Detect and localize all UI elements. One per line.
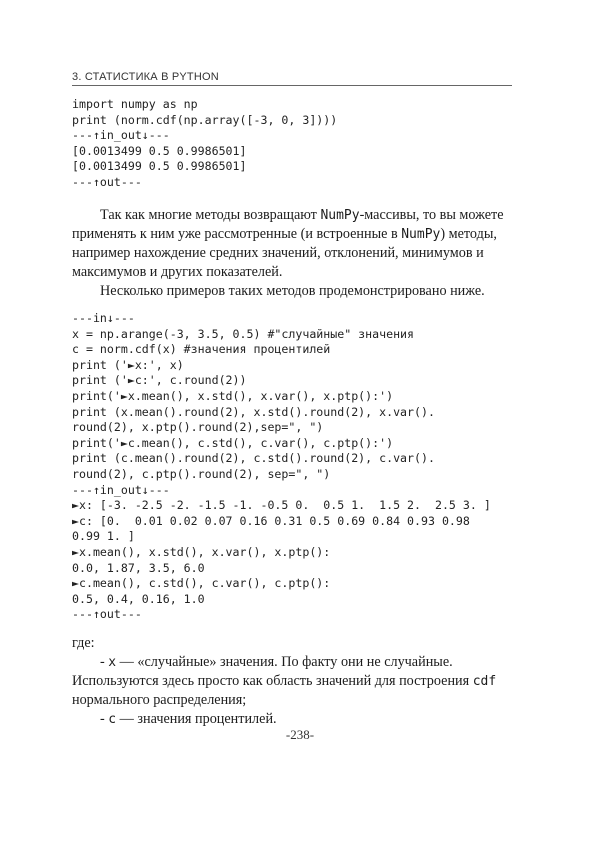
inline-code: NumPy <box>401 227 441 242</box>
code-line: print ('►c:', c.round(2)) <box>72 373 247 388</box>
code-line: print('►x.mean(), x.std(), x.var(), x.ptp():') <box>72 388 394 403</box>
where-label: где: <box>72 635 95 651</box>
code-line: 0.99 1. ] <box>72 529 135 544</box>
inline-code: NumPy <box>320 208 360 223</box>
code-line: ►x: [-3. -2.5 -2. -1.5 -1. -0.5 0. 0.5 1. 1.5 2. 2.5 3. ] <box>72 498 491 513</box>
header-rule <box>72 85 512 86</box>
code-line: c = norm.cdf(x) #значения процентилей <box>72 342 331 357</box>
code-line: print('►c.mean(), c.std(), c.var(), c.ptp():') <box>72 435 394 450</box>
code-line: round(2), x.ptp().round(2),sep=", ") <box>72 420 324 435</box>
code-line: [0.0013499 0.5 0.9986501] <box>72 159 247 174</box>
paragraph-examples: Несколько примеров таких методов продемонстрировано ниже. <box>100 283 485 299</box>
running-header: 3. СТАТИСТИКА В PYTHON <box>72 71 219 83</box>
code-line: 0.5, 0.4, 0.16, 1.0 <box>72 591 205 606</box>
code-line: import numpy as np <box>72 97 198 111</box>
code-line: print (norm.cdf(np.array([-3, 0, 3]))) <box>72 112 338 127</box>
inline-code: c <box>108 712 117 727</box>
code-line: print ('►x:', x) <box>72 357 184 372</box>
list-item-c: - c — значения процентилей. <box>100 711 277 727</box>
code-line: ►c: [0. 0.01 0.02 0.07 0.16 0.31 0.5 0.69 0.84 0.93 0.98 <box>72 513 470 528</box>
body-text-1 <box>72 206 512 301</box>
code-block-2 <box>72 311 491 623</box>
code-line: ---↑out--- <box>72 174 142 189</box>
code-line: ---↑in_out↓--- <box>72 128 170 143</box>
code-line: round(2), c.ptp().round(2), sep=", ") <box>72 466 331 481</box>
code-line: ---↑in_out↓--- <box>72 482 170 497</box>
inline-code: x <box>108 655 117 670</box>
inline-code: cdf <box>472 674 497 689</box>
code-line: [0.0013499 0.5 0.9986501] <box>72 143 247 158</box>
code-line: ---↑out--- <box>72 607 142 622</box>
code-line: x = np.arange(-3, 3.5, 0.5) #"случайные" значения <box>72 326 415 341</box>
list-item-x: - x — «случайные» значения. По факту они не случайные. Используются здесь просто как область значений для построения cdf нормального распределения; <box>72 654 497 708</box>
code-line: ►x.mean(), x.std(), x.var(), x.ptp(): <box>72 544 331 559</box>
code-line: 0.0, 1.87, 3.5, 6.0 <box>72 560 205 575</box>
paragraph-numpy: Так как многие методы возвращают NumPy-массивы, то вы можете применять к ним уже рассмотренные (и встроенные в NumPy) методы, например нахождение средних значений, отклонений, минимумов и максимумов и других показателей. <box>72 207 504 280</box>
code-line: print (c.mean().round(2), c.std().round(2), c.var(). <box>72 451 435 466</box>
page-number: -238- <box>285 727 315 742</box>
code-line: ►c.mean(), c.std(), c.var(), c.ptp(): <box>72 576 331 591</box>
code-line: print (x.mean().round(2), x.std().round(2), x.var(). <box>72 404 435 419</box>
body-text-2 <box>72 634 512 729</box>
code-line: ---in↓--- <box>72 311 135 325</box>
code-block-1 <box>72 97 337 191</box>
